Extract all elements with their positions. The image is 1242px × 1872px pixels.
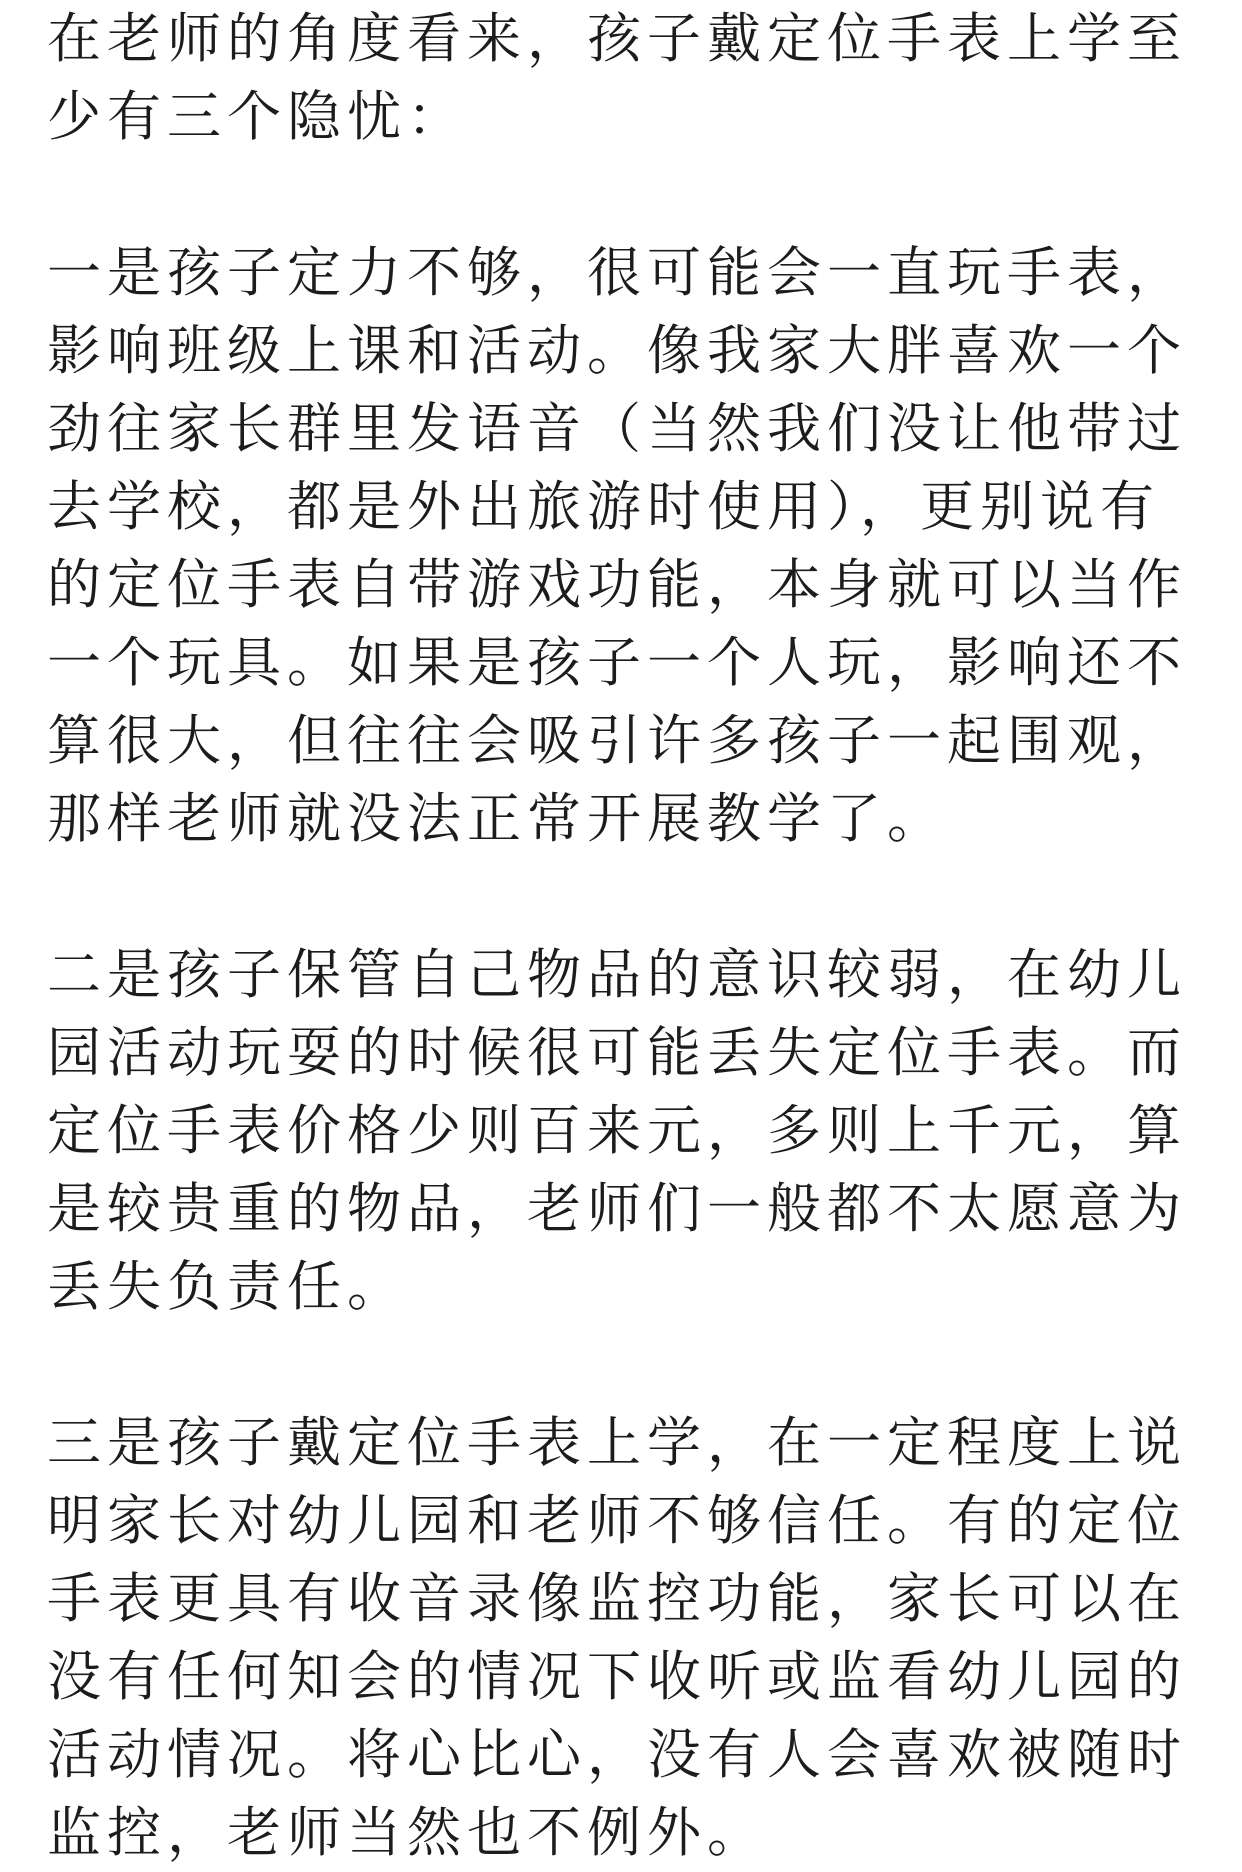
paragraph-gap xyxy=(47,1326,1195,1404)
paragraph-gap xyxy=(47,156,1195,234)
paragraph-gap xyxy=(47,858,1195,936)
intro-paragraph: 在老师的角度看来，孩子戴定位手表上学至少有三个隐忧： xyxy=(47,7,1187,148)
point-three-paragraph: 三是孩子戴定位手表上学，在一定程度上说明家长对幼儿园和老师不够信任。有的定位手表更具有收音录像监控功能，家长可以在没有任何知会的情况下收听或监看幼儿园的活动情况。将心比心，没有人会喜欢被随时监控，老师当然也不例外。 xyxy=(47,1411,1187,1864)
point-two-paragraph: 二是孩子保管自己物品的意识较弱，在幼儿园活动玩耍的时候很可能丢失定位手表。而定位手表价格少则百来元，多则上千元，算是较贵重的物品，老师们一般都不太愿意为丢失负责任。 xyxy=(47,943,1187,1318)
article-body xyxy=(47,0,1195,1872)
point-one-paragraph: 一是孩子定力不够，很可能会一直玩手表，影响班级上课和活动。像我家大胖喜欢一个劲往家长群里发语音（当然我们没让他带过去学校，都是外出旅游时使用），更别说有的定位手表自带游戏功能，本身就可以当作一个玩具。如果是孩子一个人玩，影响还不算很大，但往往会吸引许多孩子一起围观，那样老师就没法正常开展教学了。 xyxy=(47,241,1187,850)
